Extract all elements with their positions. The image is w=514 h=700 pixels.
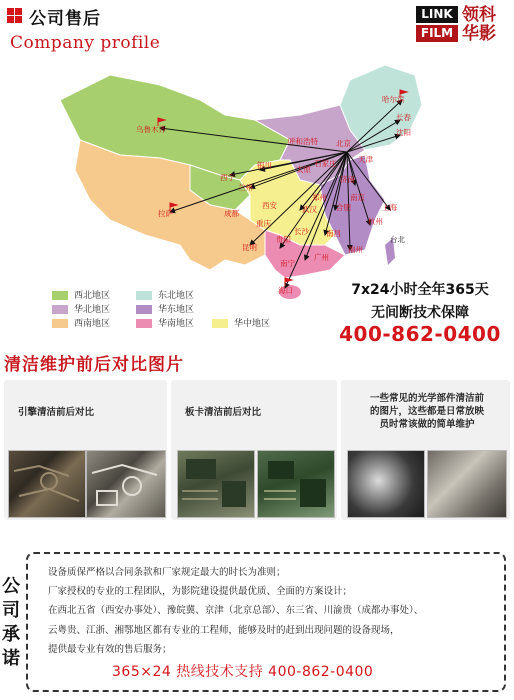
city-hohhot: 呼和浩特 [288,137,318,146]
legend-swatch [212,319,228,328]
board-after-photo [257,450,335,518]
city-xining: 西宁 [220,173,235,182]
company-logo [416,6,510,44]
city-changchun: 长春 [396,113,411,122]
city-shijiazhuang: 石家庄 [314,159,337,168]
promise-line: 设备质保严格以合同条款和厂家规定最大的时长为准则； [48,567,286,578]
promise-char: 承 [2,624,20,645]
city-guangzhou: 广州 [314,253,329,262]
legend-swatch [52,305,68,314]
panel-engine [4,380,167,520]
panel-caption: 板卡清洁前后对比 [185,407,262,418]
panel-caption: 引擎清洁前后对比 [18,407,95,418]
legend-swatch [136,319,152,328]
legend-swatch [136,291,152,300]
service-guarantee: 无间断技术保障 [371,305,469,321]
legend-item: 西南地区 [52,318,110,330]
board-before-photo [177,450,255,518]
city-taiyuan: 太原 [296,165,311,174]
legend-item: 华南地区 [136,318,194,330]
city-chengdu: 成都 [224,209,239,218]
promise-line: 云粤贵、江浙、湘鄂地区都有专业的工程师，能够及时的赶到出现问题的设备现场， [48,625,400,636]
promise-char: 诺 [2,648,20,669]
city-urumqi: 乌鲁木齐 [136,125,166,134]
caption-line: 的图片，这些都是日常放映 [369,406,484,417]
city-harbin: 哈尔滨 [382,95,405,104]
optics-part-photo [427,450,507,518]
logo-cn-bottom: 华影 [462,24,496,44]
page-title: 公司售后 [29,9,101,29]
city-kunming: 昆明 [242,243,257,252]
service-phone: 400-862-0400 [339,322,501,346]
city-guiyang: 贵阳 [276,235,291,244]
panel-caption [355,392,499,431]
section-title: 清洁维护前后对比图片 [4,355,184,375]
logo-en-bottom: FILM [416,25,458,42]
logo-en-top: LINK [416,6,458,23]
city-taipei: 台北 [390,235,405,244]
map-svg [50,60,470,312]
panel-optics [341,380,510,520]
city-shenyang: 沈阳 [396,128,411,137]
promise-line: 提供最专业有效的售后服务； [48,644,172,655]
promise-char: 公 [2,576,20,597]
city-xian: 西安 [262,201,277,210]
caption-line: 员时常该做的简单维护 [379,419,475,430]
city-beijing: 北京 [336,139,351,148]
promise-char: 司 [2,600,20,621]
brand-squares-icon [7,8,23,24]
china-service-map [50,60,470,312]
hotline: 365×24 热线技术支持 400-862-0400 [112,664,374,680]
city-lhasa: 拉萨 [158,209,173,218]
promise-line: 在西北五省（西安办事处）、豫皖冀、京津（北京总部）、东三省、川渝贵（成都办事处）、 [48,605,424,616]
city-yinchuan: 银川 [257,161,272,170]
city-nanjing: 南京 [350,193,365,202]
city-nanchang: 南昌 [326,229,341,238]
engine-after-photo [86,450,166,518]
legend-swatch [52,291,68,300]
lens-photo [347,450,425,518]
service-hours: 7x24小时全年365天 [351,282,489,298]
city-zhengzhou: 郑州 [312,193,327,202]
city-shanghai: 上海 [382,203,397,212]
city-jinan: 济南 [340,175,355,184]
city-lanzhou: 兰州 [238,183,253,192]
panel-board [171,380,337,520]
city-fuzhou: 福州 [348,245,363,254]
logo-cn-top: 领科 [462,5,496,25]
city-changsha: 长沙 [294,227,309,236]
caption-line: 一些常见的光学部件清洁前 [369,393,484,404]
region-legend [52,290,332,332]
page-subtitle: Company profile [10,33,161,53]
legend-swatch [136,305,152,314]
legend-item: 华中地区 [212,318,270,330]
city-hefei: 合肥 [336,203,351,212]
city-nanning: 南宁 [280,259,295,268]
promise-line: 厂家授权的专业的工程团队，为影院建设提供最优质、全面的方案设计； [48,586,353,597]
legend-item: 西北地区 [52,290,110,302]
city-haikou: 海口 [278,286,293,295]
legend-swatch [52,319,68,328]
engine-before-photo [8,450,86,518]
city-tianjin: 天津 [358,155,373,164]
city-hangzhou: 杭州 [368,217,383,226]
legend-item: 华东地区 [136,304,194,316]
legend-item: 华北地区 [52,304,110,316]
legend-item: 东北地区 [136,290,194,302]
city-chongqing: 重庆 [256,219,271,228]
city-wuhan: 武汉 [302,205,317,214]
